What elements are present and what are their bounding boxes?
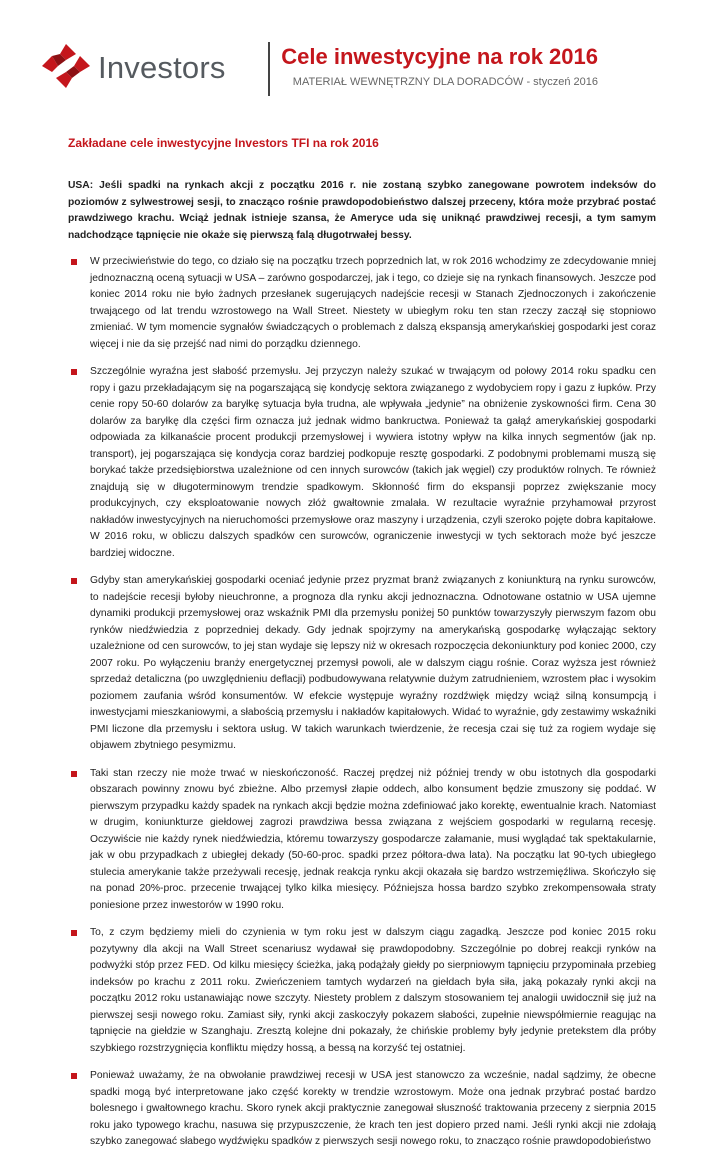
square-bullet-icon [71,259,77,265]
list-item [68,1068,656,1151]
document-subtitle: MATERIAŁ WEWNĘTRZNY DLA DORADCÓW - styczeń 2016 [292,76,598,88]
header-divider [268,42,270,96]
list-item [68,766,656,915]
square-bullet-icon [71,369,77,375]
list-item [68,925,656,1057]
list-item [68,573,656,755]
list-item [68,254,656,353]
square-bullet-icon [71,578,77,584]
investors-logo [40,42,240,92]
article-title: Zakładane cele inwestycyjne Investors TFI na rok 2016 [68,136,379,150]
square-bullet-icon [71,930,77,936]
logo-wordmark: Investors [98,50,226,85]
paragraph-text: Gdyby stan amerykańskiej gospodarki oceniać jedynie przez pryzmat branż związanych z koniunkturą na rynku surowców, to nadejście recesji byłoby nieuchronne, a prognoza dla rynku akcji jednoznaczna. Odnotowane ostatnio w USA ujemne dynamiki produkcji przemysłowej oraz wskaźnik PMI dla przemysłu poniżej 50 punktów towarzyszyły pierwszym fazom obu rynków niedźwiedzia z poprzedniej dekady. Gdy jednak spojrzymy na amerykańską gospodarkę wyłączając sektory uzależnione od cen surowców, to jej stan wydaje się lepszy niż w okresach rozpoczęcia dekoniunktury pod koniec 2000, czy 2007 roku. Po wyłączeniu branży energetycznej przemysł powoli, ale w dalszym ciągu rośnie. Coraz wyższa jest również sprzedaż detaliczna (po uwzględnieniu deflacji) podbudowywana relatywnie dużym zatrudnieniem, wzrostem płac i wysokim poziomem zaufania wśród konsumentów. W efekcie występuje wyraźny rozdźwięk między wciąż silną konsumpcją i inwestycjami mieszkaniowymi, a słabością przemysłu i nakładów kapitałowych. Widać to wyraźnie, gdy zestawimy wskaźniki PMI liczone dla przemysłu i sektora usług. W takich warunkach twierdzenie, że recesja czai się tuż za rogiem wydaje się objawem zbytniego pesymizmu. [90,575,656,751]
paragraph-text: Szczególnie wyraźna jest słabość przemysłu. Jej przyczyn należy szukać w trwającym od połowy 2014 roku spadku cen ropy i gazu przekładającym się na pogarszającą się kondycję sektora związanego z wydobyciem ropy i gazu z łupków. Przy cenie ropy 50-60 dolarów za baryłkę sytuacja była trudna, ale wpływała „jedynie” na obniżenie zyskowności firm. Cena 30 dolarów za baryłkę dla części firm oznacza już jednak widmo bankructwa. Ponieważ ta gałąź amerykańskiej gospodarki odpowiada za kilkanaście procent produkcji przemysłowej i wywiera istotny wpływ na kilka innych segmentów (jak np. transport), jej pogarszająca się kondycja coraz bardziej podkopuje resztę gospodarki. Z podobnymi problemami muszą się borykać także przedsiębiorstwa uzależnione od cen innych surowców (takich jak węgiel) czy produktów rolnych. Te również znajdują się w długoterminowym trendzie spadkowym. Skłonność firm do ekspansji poprzez zwiększanie mocy produkcyjnych, czy eksploatowanie nowych złóż gwałtownie zmalała. W rezultacie wyraźnie przyhamował przyrost nakładów inwestycyjnych na nieruchomości przemysłowe oraz maszyny i urządzenia, czyli szeroko pojęte dobra kapitałowe. W 2016 roku, w obliczu dalszych spadków cen surowców, ograniczenie inwestycji w tych sektorach może być jeszcze bardziej widoczne. [90,366,656,559]
paragraph-text: Taki stan rzeczy nie może trwać w nieskończoność. Raczej prędzej niż później trendy w obu istotnych dla gospodarki obszarach powinny znowu być zbieżne. Albo przemysł złapie oddech, albo konsument będzie zmuszony się poddać. W pierwszym przypadku każdy spadek na rynkach akcji będzie można zdefiniować jako korektę, ewentualnie krach. Natomiast w drugim, koniunkturze giełdowej zagrozi prawdziwa bessa związana z wejściem gospodarki w regularną recesję. Oczywiście nie każdy rynek niedźwiedzia, któremu towarzyszy gospodarcze załamanie, musi wyglądać tak spektakularnie, jak w obu przypadkach z ubiegłej dekady (50-60-proc. spadki przez półtora-dwa lata). Na początku lat 90-tych ubiegłego stulecia amerykanie także przeżywali recesję, jednak reakcja rynku akcji okazała się bardzo wstrzemięźliwa. Skończyło się na ponad 20%-proc. przecenie trwającej tylko kilka miesięcy. Późniejsza hossa bardzo szybko zrekompensowała straty poniesione przez inwestorów w 1990 roku. [90,767,656,911]
document-title: Cele inwestycyjne na rok 2016 [281,44,598,69]
paragraph-text: Ponieważ uważamy, że na obwołanie prawdziwej recesji w USA jest stanowczo za wcześnie, nadal sądzimy, że obecne spadki mogą być interpretowane jako część korekty w trendzie wzrostowym. Może ona jednak przybrać postać bardzo bolesnego i gwałtownego krachu. Skoro rynek akcji praktycznie zanegował słuszność traktowania przeceny z sierpnia 2015 roku jako typowego krachu, nasuwa się przypuszczenie, że krach ten jest dopiero przed nami. Jeśli rynki akcji nie zdołają szybko zanegować słabego wydźwięku spadków z pierwszych sesji nowego roku, to znacząco rośnie prawdopodobieństwo [90,1070,656,1147]
list-item [68,364,656,562]
paragraph-text: W przeciwieństwie do tego, co działo się na początku trzech poprzednich lat, w rok 2016 wchodzimy ze zdecydowanie mniej jednoznaczną oceną sytuacji w USA – zarówno gospodarczej, jak i tego, co dzieje się na rynkach finansowych. Jeszcze pod koniec 2014 roku nie było żadnych przesłanek sugerujących nadejście recesji w Stanach Zjednoczonych i zakończenie trwającego od lat trendu wzrostowego na Wall Street. Niestety w ubiegłym roku ten stan rzeczy zaczął się stopniowo zmieniać. W tym momencie sygnałów świadczących o problemach z dalszą ekspansją amerykańskiej gospodarki jest coraz więcej i nie da się przejść nad nimi do porządku dziennego. [90,256,656,350]
bullet-list [68,254,656,1151]
page-header [0,0,725,110]
investors-logo-icon [40,42,96,92]
square-bullet-icon [71,771,77,777]
article-lead: USA: Jeśli spadki na rynkach akcji z początku 2016 r. nie zostaną szybko zanegowane powrotem indeksów do poziomów z sylwestrowej sesji, to znacząco rośnie prawdopodobieństwo dalszej przeceny, która może przybrać postać prawdziwego krachu. Wciąż jednak istnieje szansa, że Ameryce uda się uniknąć prawdziwej recesji, a tym samym nadchodzące tąpnięcie nie okaże się pierwszą falą długotrwałej bessy. [68,180,656,241]
article-body [68,178,656,1162]
paragraph-text: To, z czym będziemy mieli do czynienia w tym roku jest w dalszym ciągu zagadką. Jeszcze pod koniec 2015 roku pozytywny dla akcji na Wall Street scenariusz wydawał się prawdopodobny. Szczególnie po dobrej reakcji rynków na podwyżki stóp przez FED. Od kilku miesięcy ścieżka, jaką podążały giełdy po sierpniowym tąpnięciu przypominała przebieg indeksów po krachu z 2011 roku. Zwieńczeniem tamtych wydarzeń na giełdach była siła, jaką pokazały rynki akcji na początku 2012 roku ustanawiając nowe szczyty. Niestety problem z dalszym stosowaniem tej analogii uwidocznił się już na pierwszej sesji nowego roku. Zamiast siły, rynki akcji zaskoczyły pokazem słabości, zupełnie niewspółmiernie reagując na tąpnięcie na giełdzie w Szanghaju. Zresztą kolejne dni pokazały, że chińskie problemy były jedynie pretekstem dla próby szybkiego rozstrzygnięcia konfliktu między hossą, a bessą na korzyść tej ostatniej. [90,927,656,1054]
square-bullet-icon [71,1073,77,1079]
